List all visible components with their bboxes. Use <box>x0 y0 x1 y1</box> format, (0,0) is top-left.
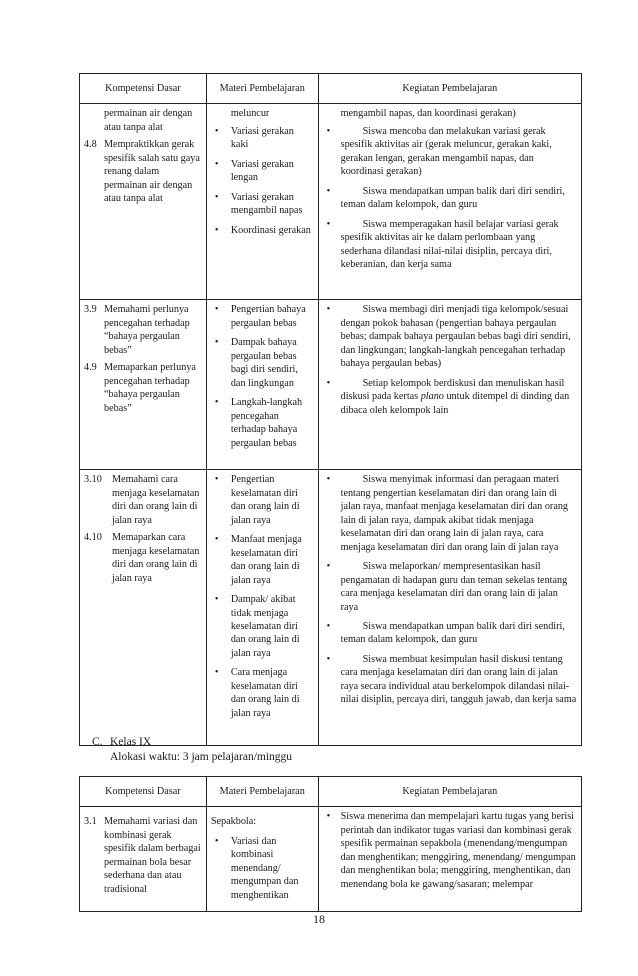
kd-item: 4.9 Memaparkan perlunya pencegahan terhadap “bahaya pergaulan bebas” <box>84 362 196 414</box>
kegiatan-cell <box>318 300 581 470</box>
bullet-icon: • <box>326 185 331 197</box>
materi-item: • Pengertian bahaya pergaulan bebas <box>214 304 306 329</box>
kd-item: 3.10 Memahami cara menjaga keselamatan diri dan orang lain di jalan raya <box>84 474 200 526</box>
materi-item: • Cara menjaga keselamatan diri dan orang lain di jalan raya <box>214 667 300 719</box>
materi-cell <box>206 807 318 912</box>
kegiatan-item: • Siswa membuat kesimpulan hasil diskusi tentang cara menjaga keselamatan diri dan orang lain di jalan raya secara individual atau berkelompok dilandasi nilai-nilai disiplin, percaya diri, tangguh jawab, dan kerja sama <box>326 653 577 706</box>
kompetensi-dasar-cell <box>80 807 207 912</box>
kd-item: 3.1 Memahami variasi dan kombinasi gerak spesifik dalam berbagai permainan bola besar sederhana dan atau tradisional <box>84 816 201 895</box>
bullet-icon: • <box>326 811 331 823</box>
bullet-icon: • <box>214 224 219 236</box>
header-kegiatan-pembelajaran: Kegiatan Pembelajaran <box>318 74 581 104</box>
kegiatan-item: • Siswa mendapatkan umpan balik dari diri sendiri, teman dalam kelompok, dan guru <box>326 620 565 646</box>
section-title: C. Kelas IX <box>92 736 152 748</box>
materi-item: • Variasi gerakan mengambil napas <box>214 191 303 217</box>
kegiatan-item: • Siswa menerima dan mempelajari kartu tugas yang berisi perintah dan indikator tugas variasi dan kombinasi gerak spesifik permainan sepakbola (menendang/mengumpan dan menghentikan; menggiring, menendang/ mengumpan dan menghentikan bola; menggiring, menghentikan, dan menendang bola ke gawang/sasaran; melempar <box>326 811 576 890</box>
header-kompetensi-dasar: Kompetensi Dasar <box>80 74 207 104</box>
section-subtitle: Alokasi waktu: 3 jam pelajaran/minggu <box>110 750 293 763</box>
materi-item: • Dampak/ akibat tidak menjaga keselamatan diri dan orang lain di jalan raya <box>214 594 300 659</box>
kompetensi-dasar-cell <box>80 104 207 300</box>
bullet-icon: • <box>214 397 219 409</box>
table-row <box>80 807 582 912</box>
materi-item: • Manfaat menjaga keselamatan diri dan orang lain di jalan raya <box>214 534 302 586</box>
bullet-icon: • <box>214 304 219 316</box>
table-row <box>80 470 582 746</box>
kd-item: 3.9 Memahami perlunya pencegahan terhadap “bahaya pergaulan bebas” <box>84 304 190 356</box>
kegiatan-item: • Siswa membagi diri menjadi tiga kelompok/sesuai dengan pokok bahasan (pengertian bahaya pergaulan bebas; dampak bahaya pergaulan bebas bagi diri sendiri, dan lingkungan; langkah-langkah pencegahan terhadap bahaya pergaulan bebas) <box>326 304 571 370</box>
materi-item: • Variasi dan kombinasi menendang/ mengumpan dan menghentikan <box>214 835 299 901</box>
kegiatan-item: • Siswa memperagakan hasil belajar variasi gerak spesifik aktivitas air ke dalam perlombaan yang sederhana dilandasi nilai-nilai disiplin, percaya diri, keberanian, dan kerja sama <box>326 218 559 270</box>
kegiatan-cell <box>318 104 581 300</box>
bullet-icon: • <box>326 304 331 316</box>
kegiatan-continuation: mengambil napas, dan koordinasi gerakan) <box>340 108 516 120</box>
header-kegiatan-pembelajaran: Kegiatan Pembelajaran <box>318 777 581 807</box>
bullet-icon: • <box>326 620 331 632</box>
materi-item: • Variasi gerakan lengan <box>214 158 294 184</box>
materi-item: • Pengertian keselamatan diri dan orang lain di jalan raya <box>214 474 300 526</box>
materi-cell <box>206 104 318 300</box>
materi-item: • Langkah-langkah pencegahan terhadap bahaya pergaulan bebas <box>214 397 303 449</box>
bullet-icon: • <box>326 218 331 230</box>
kompetensi-dasar-cell <box>80 470 207 746</box>
bullet-icon: • <box>214 125 219 137</box>
materi-continuation: meluncur <box>230 108 270 120</box>
bullet-icon: • <box>326 653 331 665</box>
kegiatan-cell <box>318 470 581 746</box>
materi-cell <box>206 300 318 470</box>
bullet-icon: • <box>214 158 219 170</box>
kegiatan-item: • Siswa mendapatkan umpan balik dari diri sendiri, teman dalam kelompok, dan guru <box>326 185 565 211</box>
section-heading <box>92 735 292 765</box>
materi-title: Sepakbola: <box>210 816 257 828</box>
table-row <box>80 104 582 300</box>
table-header-row <box>80 777 582 807</box>
bullet-icon: • <box>326 377 331 389</box>
bullet-icon: • <box>214 835 219 847</box>
bullet-icon: • <box>326 561 331 573</box>
materi-cell <box>206 470 318 746</box>
table-header-row <box>80 74 582 104</box>
page-number: 18 <box>313 912 325 926</box>
kd-item: 4.10 Memaparkan cara menjaga keselamatan diri dan orang lain di jalan raya <box>84 532 200 584</box>
bullet-icon: • <box>214 191 219 203</box>
bullet-icon: • <box>326 474 331 486</box>
materi-item: • Variasi gerakan kaki <box>214 125 294 151</box>
kegiatan-item: • Siswa mencoba dan melakukan variasi gerak spesifik aktivitas air (gerak meluncur, gerakan kaki, gerakan lengan, gerakan mengambil napas, dan koordinasi gerakan) <box>326 125 552 178</box>
materi-item: • Dampak bahaya pergaulan bebas bagi diri sendiri, dan lingkungan <box>214 337 298 389</box>
bullet-icon: • <box>214 474 219 486</box>
kegiatan-item: • Siswa melaporkan/ mempresentasikan hasil pengamatan di hadapan guru dan teman sekelas tentang cara menjaga keselamatan diri dan orang lain di jalan raya <box>326 561 568 613</box>
bullet-icon: • <box>214 594 219 606</box>
bullet-icon: • <box>214 534 219 546</box>
header-kompetensi-dasar: Kompetensi Dasar <box>80 777 207 807</box>
bullet-icon: • <box>214 667 219 679</box>
header-materi-pembelajaran: Materi Pembelajaran <box>206 777 318 807</box>
header-materi-pembelajaran: Materi Pembelajaran <box>206 74 318 104</box>
table-kelas-viii <box>79 73 582 746</box>
bullet-icon: • <box>326 125 331 137</box>
kompetensi-dasar-cell <box>80 300 207 470</box>
bullet-icon: • <box>214 337 219 349</box>
kegiatan-item: • Setiap kelompok berdiskusi dan menuliskan hasil diskusi pada kertas plano untuk ditempel di dinding dan dibaca oleh kelompok lain <box>326 377 570 416</box>
table-row <box>80 300 582 470</box>
kegiatan-cell <box>318 807 581 912</box>
kd-item: 4.8 Mempraktikkan gerak spesifik salah satu gaya renang dalam permainan air dengan atau tanpa alat <box>84 139 200 205</box>
kegiatan-item: • Siswa menyimak informasi dan peragaan materi tentang pengertian keselamatan diri dan orang lain di jalan raya, manfaat menjaga keselamatan diri dan orang lain di jalan raya, dampak akibat tidak menjaga keselamatan diri dan orang lain di jalan raya, cara menjaga keselamatan diri dan orang lain di jalan raya <box>326 474 569 553</box>
kd-continuation: permainan air dengan atau tanpa alat <box>104 108 193 133</box>
table-kelas-ix <box>79 776 582 912</box>
materi-item: • Koordinasi gerakan <box>214 224 311 236</box>
